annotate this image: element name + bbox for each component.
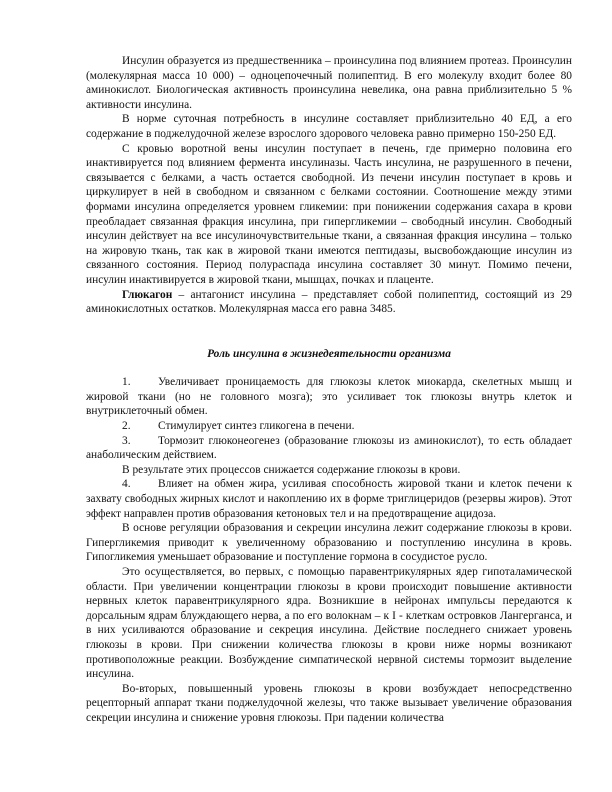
list-item — [86, 375, 572, 419]
spacer — [86, 317, 572, 347]
paragraph-result: В результате этих процессов снижается содержание глюкозы в крови. — [122, 463, 461, 476]
spacer — [86, 361, 572, 375]
paragraph-daily-need: В норме суточная потребность в инсулине составляет приблизительно 40 ЕД, а его содержание в поджелудочной железе взрослого здорового человека равно примерно 150-250 ЕД. — [86, 113, 572, 140]
paragraph-first-way: Это осуществляется, во первых, с помощью паравентрикулярных ядер гипоталамической области. При увеличении концентрации глюкозы в крови происходит повышение активности нервных клеток паравентрикулярного ядра. Возникшие в нейронах импульсы передаются к дорсальным ядрам блуждающего нерва, а по его волокнам – к І - клеткам островков Лангерганса, и в них усиливаются образование и секреция инсулина. Действие последнего снижает уровень глюкозы в крови. При снижении количества глюкозы в крови ниже нормы возникают противоположные реакции. Возбуждение симпатической нервной системы тормозит выделение инсулина. — [86, 566, 572, 681]
list-item-text: Стимулирует синтез гликогена в печени. — [158, 420, 355, 433]
paragraph-regulation: В основе регуляции образования и секреции инсулина лежит содержание глюкозы в крови. Гипергликемия приводит к увеличенному образованию и поступлению инсулина в кровь. Гипогликемия уменьшает образование и поступление гормона в сосудистое русло. — [86, 522, 572, 564]
list-item — [86, 434, 572, 463]
list-item — [86, 477, 572, 521]
paragraph-second-way: Во-вторых, повышенный уровень глюкозы в крови возбуждает непосредственно рецепторный аппарат ткани поджелудочной железы, что также вызывает увеличение образования секреции инсулина и снижение уровня глюкозы. При падении количества — [86, 682, 572, 724]
list-item-text: Влияет на обмен жира, усиливая способность жировой ткани и клеток печени к захвату свободных жирных кислот и накоплению их в форме триглицеридов (резервы жиров). Этот эффект направлен против образования кетоновых тел и на предотвращение ацидоза. — [86, 478, 572, 520]
list-item-number: 4. — [122, 478, 131, 491]
paragraph-glucagon — [86, 288, 572, 317]
paragraph-proinsulin: Инсулин образуется из предшественника – проинсулина под влиянием протеаз. Проинсулин (молекулярная масса 10 000) – одноцепочечный полипептид. В его молекулу входит более 80 аминокислот. Биологическая активность проинсулина невелика, она равна приблизительно 5 % активности инсулина. — [86, 55, 572, 111]
list-item-text: Увеличивает проницаемость для глюкозы клеток миокарда, скелетных мышц и жировой ткани (но не головного мозга); это усиливает ток глюкозы внутрь клеток и внутриклеточный обмен. — [86, 376, 572, 418]
paragraph-portal-vein: С кровью воротной вены инсулин поступает в печень, где примерно половина его инактивируется под влиянием фермента инсулиназы. Часть инсулина, не разрушенного в печени, связывается с белками, а часть остается свободной. Из печени инсулин поступает в кровь и циркулирует в ней в свободном и связанном с белками состоянии. Соотношение между этими формами инсулина определяется уровнем гликемии: при понижении содержания сахара в крови преобладает связанная фракция инсулина, при гипергликемии – свободный инсулин. Свободный инсулин действует на все инсулиночувствительные ткани, а связанная фракция инсулина – только на жировую ткань, так как в жировой ткани имеются пептидазы, высвобождающие инсулин из связанного состояния. Период полураспада инсулина составляет 30 минут. Помимо печени, инсулин инактивируется в жировой ткани, мышцах, почках и плаценте. — [86, 142, 572, 286]
list-item-text: Тормозит глюконеогенез (образование глюкозы из аминокислот), то есть обладает анаболическим действием. — [86, 434, 572, 462]
glucagon-text: – антагонист инсулина – представляет собой полипептид, состоящий из 29 аминокислотных остатков. Молекулярная масса его равна 3485. — [86, 288, 572, 316]
section-title: Роль инсулина в жизнедеятельности организма — [207, 347, 451, 360]
list-item-number: 2. — [122, 420, 131, 433]
list-item-number: 1. — [122, 376, 131, 389]
list-item-number: 3. — [122, 434, 131, 447]
list-item — [86, 419, 572, 434]
glucagon-term: Глюкагон — [122, 288, 173, 301]
document-page — [86, 54, 572, 726]
